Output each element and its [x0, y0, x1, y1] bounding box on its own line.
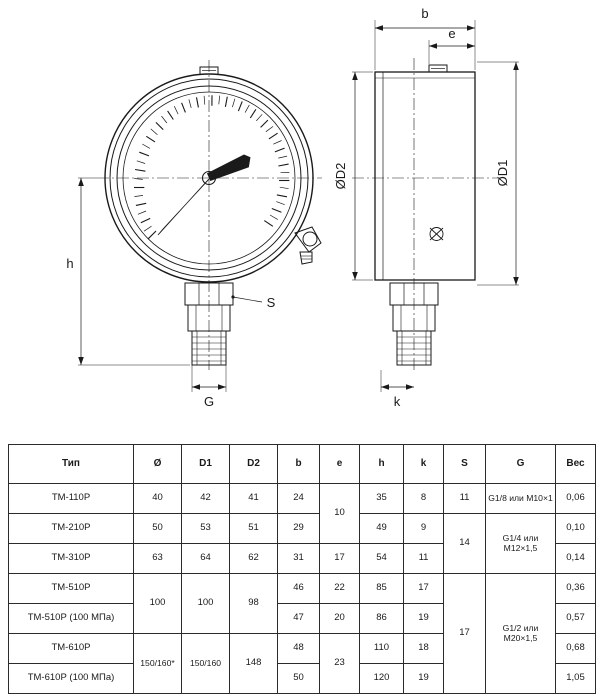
cell-weight: 0,14	[556, 544, 596, 574]
cell-type: ТМ-610Р	[9, 634, 134, 664]
dimension-label-g: G	[203, 394, 215, 409]
cell-d2: 62	[230, 544, 278, 574]
cell-g: G1/4 или M12×1,5	[486, 514, 556, 574]
cell-d2: 41	[230, 484, 278, 514]
cell-type: ТМ-110Р	[9, 484, 134, 514]
cell-e: 20	[320, 604, 360, 634]
cell-type: ТМ-510Р	[9, 574, 134, 604]
table-header-e: e	[320, 445, 360, 484]
table-header-s: S	[444, 445, 486, 484]
table-row	[9, 574, 596, 604]
table-row	[9, 514, 596, 544]
specification-table	[8, 444, 596, 694]
cell-d1: 42	[182, 484, 230, 514]
cell-type: ТМ-310Р	[9, 544, 134, 574]
table-header-b: b	[278, 445, 320, 484]
table-header-g: G	[486, 445, 556, 484]
dimension-label-e: e	[448, 26, 456, 41]
cell-h: 49	[360, 514, 404, 544]
cell-s: 17	[444, 574, 486, 694]
specification-table-wrapper	[8, 444, 595, 694]
cell-b: 31	[278, 544, 320, 574]
cell-d1: 53	[182, 514, 230, 544]
table-row	[9, 484, 596, 514]
cell-d1: 64	[182, 544, 230, 574]
cell-weight: 0,68	[556, 634, 596, 664]
cell-weight: 1,05	[556, 664, 596, 694]
table-header-h: h	[360, 445, 404, 484]
cell-g: G1/2 или M20×1,5	[486, 574, 556, 694]
cell-k: 9	[404, 514, 444, 544]
dimension-label-d2: ØD2	[333, 162, 348, 190]
cell-weight: 0,06	[556, 484, 596, 514]
cell-e: 23	[320, 634, 360, 694]
cell-h: 35	[360, 484, 404, 514]
cell-weight: 0,36	[556, 574, 596, 604]
cell-e: 10	[320, 484, 360, 544]
cell-diameter: 63	[134, 544, 182, 574]
cell-weight: 0,10	[556, 514, 596, 544]
cell-type: ТМ-510Р (100 МПа)	[9, 604, 134, 634]
cell-h: 54	[360, 544, 404, 574]
cell-s: 14	[444, 514, 486, 574]
cell-b: 24	[278, 484, 320, 514]
table-header-weight: Вес	[556, 445, 596, 484]
cell-k: 18	[404, 634, 444, 664]
cell-d2: 51	[230, 514, 278, 544]
table-header-k: k	[404, 445, 444, 484]
pressure-gauge-side-view	[352, 20, 519, 392]
cell-k: 19	[404, 604, 444, 634]
dimension-label-b: b	[421, 6, 429, 21]
cell-h: 85	[360, 574, 404, 604]
cell-diameter: 150/160*	[134, 634, 182, 694]
pressure-gauge-front-view	[78, 60, 322, 392]
cell-k: 11	[404, 544, 444, 574]
cell-d2: 98	[230, 574, 278, 634]
cell-b: 46	[278, 574, 320, 604]
cell-b: 47	[278, 604, 320, 634]
dimension-label-h: h	[66, 256, 74, 271]
cell-h: 120	[360, 664, 404, 694]
cell-diameter: 50	[134, 514, 182, 544]
table-header-diameter: Ø	[134, 445, 182, 484]
cell-s: 11	[444, 484, 486, 514]
cell-b: 50	[278, 664, 320, 694]
dimension-label-d1: ØD1	[495, 159, 510, 187]
cell-e: 17	[320, 544, 360, 574]
table-header-d1: D1	[182, 445, 230, 484]
cell-b: 29	[278, 514, 320, 544]
cell-h: 110	[360, 634, 404, 664]
dimension-label-s: S	[266, 295, 276, 310]
table-header-d2: D2	[230, 445, 278, 484]
cell-type: ТМ-610Р (100 МПа)	[9, 664, 134, 694]
cell-d2: 148	[230, 634, 278, 694]
cell-d1: 100	[182, 574, 230, 634]
cell-b: 48	[278, 634, 320, 664]
cell-type: ТМ-210Р	[9, 514, 134, 544]
cell-diameter: 40	[134, 484, 182, 514]
cell-weight: 0,57	[556, 604, 596, 634]
cell-h: 86	[360, 604, 404, 634]
cell-diameter: 100	[134, 574, 182, 634]
dimension-label-k: k	[393, 394, 401, 409]
cell-d1: 150/160	[182, 634, 230, 694]
table-header-row	[9, 445, 596, 484]
cell-k: 8	[404, 484, 444, 514]
table-header-type: Тип	[9, 445, 134, 484]
cell-e: 22	[320, 574, 360, 604]
cell-g: G1/8 или M10×1	[486, 484, 556, 514]
cell-k: 19	[404, 664, 444, 694]
cell-k: 17	[404, 574, 444, 604]
